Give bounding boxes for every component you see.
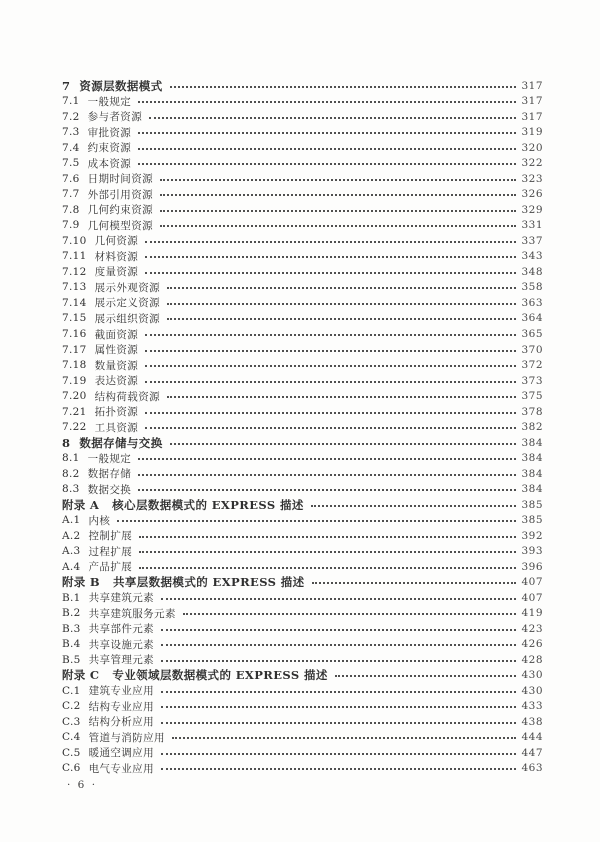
toc-entry-page: 329 <box>521 203 543 216</box>
toc-entry-number: 7.4 <box>62 141 80 154</box>
toc-entry-page: 463 <box>521 762 543 775</box>
toc-entry-label: 资源层数据模式 <box>79 78 163 93</box>
toc-entry-page: 317 <box>521 95 543 108</box>
dot-leader-icon <box>138 474 516 476</box>
toc-entry <box>62 311 543 327</box>
dot-leader-icon <box>139 567 516 569</box>
toc-entry <box>62 745 543 761</box>
toc-entry <box>62 109 543 125</box>
toc-entry <box>62 497 543 513</box>
dot-leader-icon <box>311 505 517 507</box>
toc-entry <box>62 590 543 606</box>
toc-entry-number: 7.20 <box>62 390 87 403</box>
toc-entry-number: B.3 <box>62 622 81 635</box>
toc-entry-page: 392 <box>521 529 543 542</box>
dot-leader-icon <box>167 396 516 398</box>
toc-entry <box>62 171 543 187</box>
toc-entry-label: 展示组织资源 <box>94 312 160 325</box>
toc-entry <box>62 218 543 234</box>
toc-entry-label: 内核 <box>88 514 111 527</box>
dot-leader-icon <box>161 768 516 770</box>
toc-entry-number: 附录 C <box>62 668 100 683</box>
toc-entry-label: 结构荷载资源 <box>94 390 160 403</box>
toc-entry <box>62 94 543 110</box>
toc-entry-label: 约束资源 <box>87 142 132 155</box>
dot-leader-icon <box>160 225 516 227</box>
dot-leader-icon <box>172 737 517 739</box>
toc-entry-number: 附录 B <box>62 575 100 590</box>
dot-leader-icon <box>161 660 516 662</box>
toc-entry-number: A.4 <box>62 560 81 573</box>
dot-leader-icon <box>160 179 516 181</box>
toc-entry-page: 407 <box>521 576 543 589</box>
toc-entry-label: 几何约束资源 <box>87 204 154 217</box>
toc-entry-label: 共享管理元素 <box>88 654 155 667</box>
toc-entry-page: 317 <box>521 79 543 92</box>
dot-leader-icon <box>138 458 516 460</box>
dot-leader-icon <box>161 598 516 600</box>
toc-entry-number: C.4 <box>62 731 81 744</box>
toc-entry-label: 几何资源 <box>94 235 139 248</box>
toc-entry-label: 管道与消防应用 <box>88 731 165 744</box>
toc-entry <box>62 730 543 746</box>
toc-entry-label: 结构分析应用 <box>88 716 154 729</box>
toc-entry <box>62 683 543 699</box>
toc-entry-page: 419 <box>521 607 543 620</box>
dot-leader-icon <box>139 536 516 538</box>
toc-entry <box>62 187 543 203</box>
dot-leader-icon <box>145 334 516 336</box>
toc-entry-label: 表达资源 <box>94 375 139 388</box>
toc-entry-page: 444 <box>521 731 543 744</box>
toc-entry-number: 8.2 <box>62 467 80 480</box>
toc-entry-page: 363 <box>521 296 543 309</box>
table-of-contents <box>62 78 543 776</box>
toc-entry-number: B.2 <box>62 607 81 620</box>
toc-entry-page: 447 <box>521 746 543 759</box>
toc-entry-number: 附录 A <box>62 497 100 512</box>
toc-entry-number: C.1 <box>62 684 81 697</box>
dot-leader-icon <box>145 256 516 258</box>
toc-entry-label: 暖通空调应用 <box>88 747 154 760</box>
toc-entry-label: 电气专业应用 <box>88 762 154 775</box>
toc-entry-number: 7.8 <box>62 203 80 216</box>
toc-entry-label: 截面资源 <box>94 328 139 341</box>
toc-entry <box>62 668 543 684</box>
toc-entry-label: 工具资源 <box>94 421 139 434</box>
toc-entry-label: 共享建筑元素 <box>88 592 155 605</box>
dot-leader-icon <box>183 613 517 615</box>
toc-entry-page: 317 <box>521 110 543 123</box>
toc-entry-label: 外部引用资源 <box>87 188 154 201</box>
toc-entry-page: 348 <box>521 265 543 278</box>
toc-entry-number: C.5 <box>62 746 81 759</box>
dot-leader-icon <box>145 365 516 367</box>
toc-entry-number: C.6 <box>62 762 81 775</box>
dot-leader-icon <box>312 582 517 584</box>
toc-entry-label: 几何模型资源 <box>87 219 154 232</box>
toc-entry-page: 430 <box>521 684 543 697</box>
toc-entry <box>62 388 543 404</box>
toc-entry-number: B.1 <box>62 591 81 604</box>
toc-entry-label: 共享设施元素 <box>88 638 155 651</box>
dot-leader-icon <box>161 691 516 693</box>
toc-entry-number: 7.17 <box>62 343 87 356</box>
toc-entry-label: 材料资源 <box>94 250 139 263</box>
toc-entry-number: 7.22 <box>62 421 87 434</box>
toc-entry-label: 属性资源 <box>94 344 139 357</box>
toc-entry-page: 423 <box>521 622 543 635</box>
toc-entry-label: 一般规定 <box>87 452 132 465</box>
dot-leader-icon <box>149 117 516 119</box>
toc-entry <box>62 249 543 265</box>
toc-entry-number: 7.21 <box>62 405 87 418</box>
toc-entry-page: 370 <box>521 343 543 356</box>
toc-entry-label: 拓扑资源 <box>94 406 139 419</box>
toc-entry-page: 384 <box>521 467 543 480</box>
toc-entry-label: 数据存储 <box>87 468 132 481</box>
toc-entry <box>62 264 543 280</box>
toc-entry-number: 7.6 <box>62 172 80 185</box>
dot-leader-icon <box>117 520 516 522</box>
toc-entry-number: 7.14 <box>62 296 87 309</box>
toc-entry-label: 审批资源 <box>87 126 132 139</box>
toc-entry <box>62 140 543 156</box>
dot-leader-icon <box>138 132 516 134</box>
toc-entry-page: 319 <box>521 126 543 139</box>
toc-entry-page: 393 <box>521 545 543 558</box>
dot-leader-icon <box>145 350 516 352</box>
toc-entry-label: 结构专业应用 <box>88 700 154 713</box>
toc-entry <box>62 699 543 715</box>
toc-entry-label: 产品扩展 <box>88 561 133 574</box>
toc-entry-page: 375 <box>521 390 543 403</box>
toc-entry-label: 共享层数据模式的 EXPRESS 描述 <box>112 575 305 590</box>
toc-entry-number: A.1 <box>62 514 81 527</box>
dot-leader-icon <box>145 241 516 243</box>
toc-entry-page: 382 <box>521 421 543 434</box>
dot-leader-icon <box>138 148 516 150</box>
toc-entry <box>62 342 543 358</box>
toc-entry-number: 8.1 <box>62 452 80 465</box>
toc-entry-page: 331 <box>521 219 543 232</box>
toc-entry-label: 展示定义资源 <box>94 297 160 310</box>
dot-leader-icon <box>161 629 516 631</box>
dot-leader-icon <box>161 644 516 646</box>
dot-leader-icon <box>160 194 516 196</box>
dot-leader-icon <box>145 412 516 414</box>
toc-entry <box>62 621 543 637</box>
toc-entry-page: 384 <box>521 436 543 449</box>
toc-entry-page: 433 <box>521 700 543 713</box>
toc-entry-number: 7.18 <box>62 359 87 372</box>
toc-entry <box>62 435 543 451</box>
dot-leader-icon <box>170 86 517 88</box>
toc-entry-page: 373 <box>521 374 543 387</box>
page-number-footer: · 6 · <box>67 779 98 791</box>
toc-entry-number: C.3 <box>62 715 81 728</box>
toc-entry-number: 7.15 <box>62 312 87 325</box>
toc-entry-page: 343 <box>521 250 543 263</box>
dot-leader-icon <box>138 489 516 491</box>
dot-leader-icon <box>161 706 516 708</box>
dot-leader-icon <box>138 101 516 103</box>
dot-leader-icon <box>160 210 516 212</box>
toc-entry <box>62 543 543 559</box>
toc-entry-page: 384 <box>521 483 543 496</box>
toc-entry <box>62 326 543 342</box>
toc-entry-number: 7.7 <box>62 188 80 201</box>
dot-leader-icon <box>161 753 516 755</box>
toc-entry-page: 407 <box>521 591 543 604</box>
toc-entry-label: 数据存储与交换 <box>79 435 163 450</box>
dot-leader-icon <box>161 722 516 724</box>
toc-entry-number: 7.1 <box>62 95 80 108</box>
toc-entry-label: 核心层数据模式的 EXPRESS 描述 <box>112 497 304 512</box>
toc-entry-page: 364 <box>521 312 543 325</box>
toc-entry-number: 7.3 <box>62 126 80 139</box>
toc-entry-number: B.5 <box>62 653 81 666</box>
toc-entry-page: 358 <box>521 281 543 294</box>
toc-entry-page: 323 <box>521 172 543 185</box>
toc-entry <box>62 280 543 296</box>
toc-entry-number: 7 <box>62 78 71 93</box>
toc-entry-page: 322 <box>521 157 543 170</box>
dot-leader-icon <box>139 551 516 553</box>
toc-entry <box>62 714 543 730</box>
toc-entry-page: 428 <box>521 653 543 666</box>
toc-entry <box>62 481 543 497</box>
toc-entry-number: 7.13 <box>62 281 87 294</box>
toc-entry-page: 430 <box>521 669 543 682</box>
toc-entry <box>62 559 543 575</box>
dot-leader-icon <box>170 443 517 445</box>
toc-entry <box>62 202 543 218</box>
dot-leader-icon <box>145 427 516 429</box>
dot-leader-icon <box>145 272 516 274</box>
toc-entry-label: 度量资源 <box>94 266 139 279</box>
toc-entry-label: 控制扩展 <box>88 530 133 543</box>
toc-entry <box>62 652 543 668</box>
toc-entry-number: 7.16 <box>62 328 87 340</box>
toc-entry-number: 7.12 <box>62 265 87 278</box>
toc-entry-page: 365 <box>521 328 543 340</box>
toc-entry-number: 7.11 <box>62 250 87 263</box>
toc-entry <box>62 78 543 94</box>
dot-leader-icon <box>167 318 516 320</box>
toc-entry-number: 7.10 <box>62 234 87 247</box>
toc-entry-number: 7.2 <box>62 110 80 123</box>
toc-entry-label: 共享建筑服务元素 <box>88 607 176 620</box>
toc-entry <box>62 357 543 373</box>
toc-entry-number: 7.5 <box>62 157 80 170</box>
toc-entry-label: 一般规定 <box>87 95 132 108</box>
toc-entry <box>62 528 543 544</box>
toc-entry-page: 378 <box>521 405 543 418</box>
toc-entry-number: C.2 <box>62 700 81 713</box>
dot-leader-icon <box>167 303 516 305</box>
toc-entry <box>62 373 543 389</box>
toc-entry-page: 320 <box>521 141 543 154</box>
toc-entry-label: 展示外观资源 <box>94 281 160 294</box>
dot-leader-icon <box>145 381 516 383</box>
dot-leader-icon <box>167 287 516 289</box>
toc-entry <box>62 450 543 466</box>
dot-leader-icon <box>335 675 517 677</box>
toc-entry-number: 7.9 <box>62 219 80 232</box>
toc-entry-label: 专业领域层数据模式的 EXPRESS 描述 <box>112 668 328 683</box>
toc-entry-number: 8 <box>62 435 71 450</box>
toc-entry <box>62 419 543 435</box>
toc-entry-number: A.2 <box>62 529 81 542</box>
toc-entry-page: 396 <box>521 560 543 573</box>
toc-entry-number: 7.19 <box>62 374 87 387</box>
toc-entry <box>62 156 543 172</box>
toc-entry <box>62 404 543 420</box>
toc-entry-page: 438 <box>521 715 543 728</box>
toc-entry-page: 372 <box>521 359 543 372</box>
toc-entry-label: 数量资源 <box>94 359 139 372</box>
toc-entry <box>62 233 543 249</box>
toc-entry-label: 日期时间资源 <box>87 173 154 186</box>
toc-entry-page: 385 <box>521 514 543 527</box>
toc-entry <box>62 466 543 482</box>
toc-entry-label: 建筑专业应用 <box>88 685 154 698</box>
toc-entry <box>62 637 543 653</box>
toc-entry-page: 384 <box>521 452 543 465</box>
toc-entry-label: 过程扩展 <box>88 545 133 558</box>
toc-entry-label: 共享部件元素 <box>88 623 155 636</box>
toc-entry <box>62 295 543 311</box>
toc-entry-page: 337 <box>521 234 543 247</box>
toc-entry-label: 数据交换 <box>87 483 132 496</box>
toc-entry-number: A.3 <box>62 545 81 558</box>
toc-entry <box>62 761 543 777</box>
toc-entry-label: 成本资源 <box>87 157 132 170</box>
toc-entry-number: B.4 <box>62 638 81 651</box>
toc-entry-page: 326 <box>521 188 543 201</box>
toc-entry-number: 8.3 <box>62 483 80 496</box>
toc-entry-page: 385 <box>521 498 543 511</box>
toc-entry <box>62 606 543 622</box>
toc-entry-page: 426 <box>521 638 543 651</box>
dot-leader-icon <box>138 163 516 165</box>
toc-entry <box>62 512 543 528</box>
toc-entry <box>62 575 543 591</box>
toc-entry <box>62 125 543 141</box>
toc-entry-label: 参与者资源 <box>87 111 143 124</box>
